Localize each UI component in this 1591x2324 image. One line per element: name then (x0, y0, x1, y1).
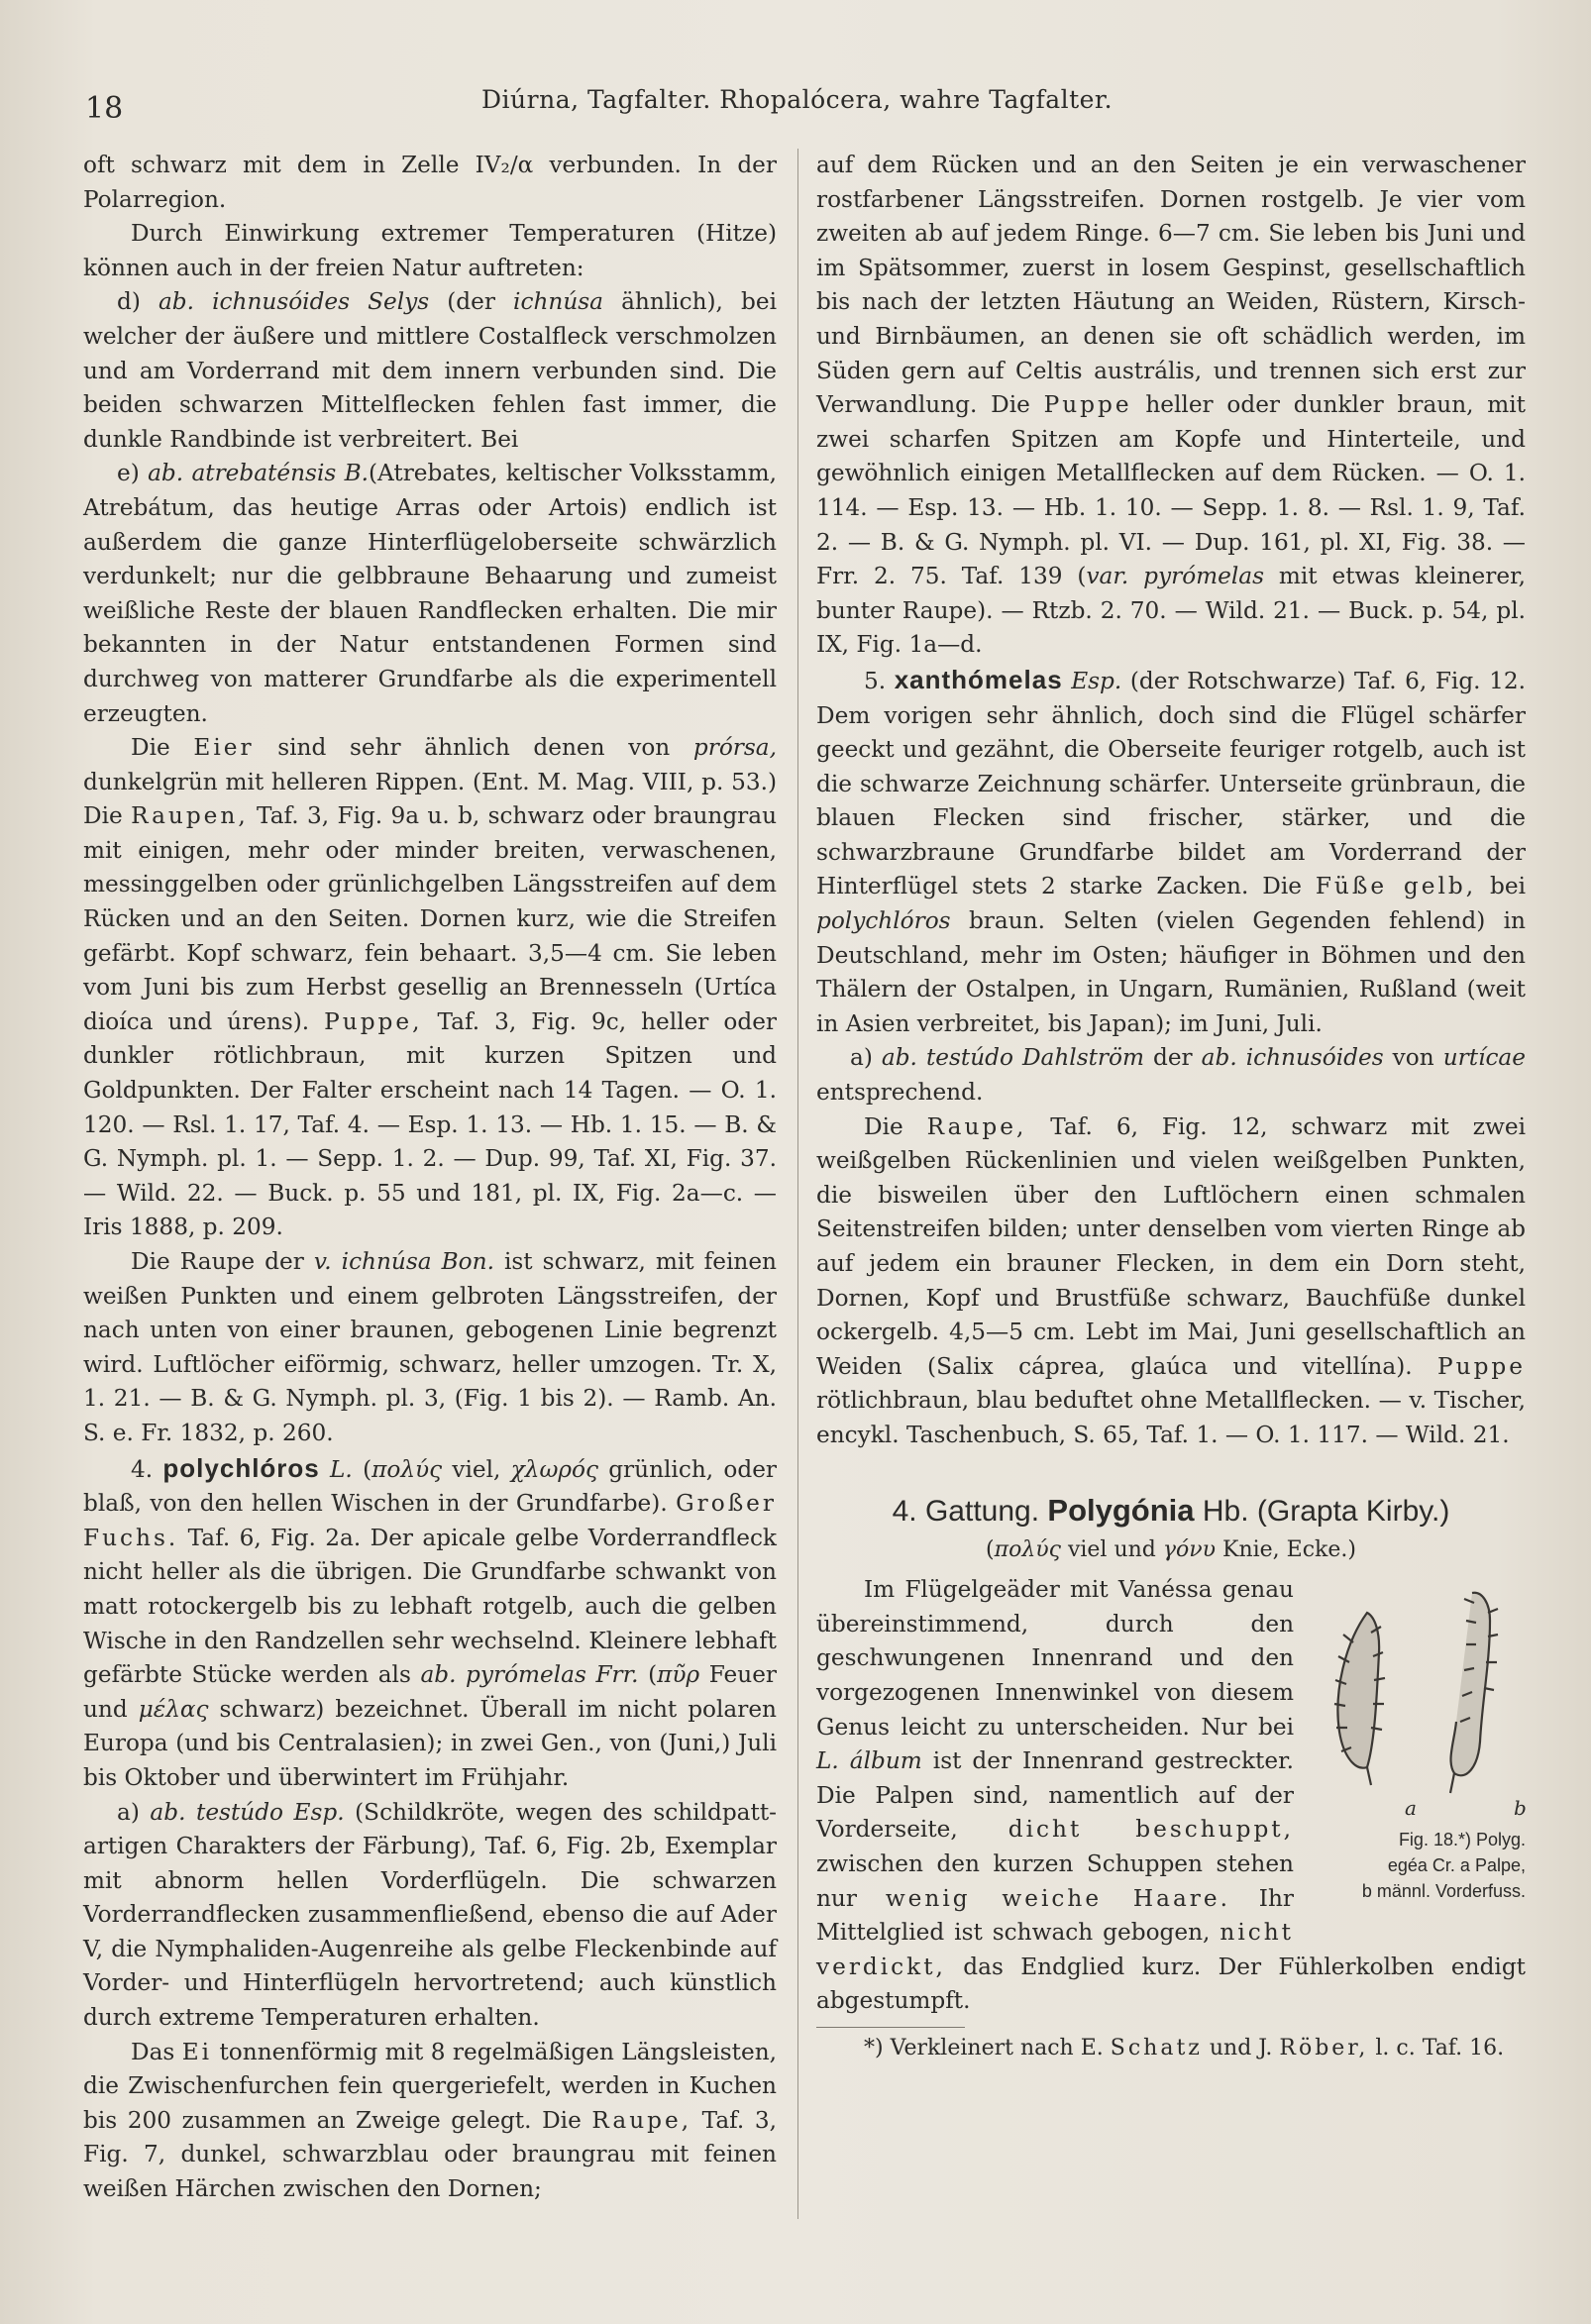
running-title: Diúrna, Tagfalter. Rhopalócera, wahre Tagfalter. (481, 85, 1114, 114)
paragraph-ab-atrebatensis: e) ab. atrebaténsis B.(Atrebates, keltischer Volksstamm, Atrebátum, das heutige Arras oder Artois) endlich ist außerdem die ganze Hinterflügeloberseite schwärzlich verdunkelt; nur die gelbbraune Behaarung und zumeist weißliche Reste der blauen Randflecken erhalten. Die mir bekannten in der Natur entstandenen Formen sind durchweg von matterer Grundfarbe als die experimentell erzeugten. (83, 460, 778, 727)
right-column (816, 149, 1526, 2063)
figure-18 (1306, 1573, 1526, 1940)
footnote-rule (816, 2027, 965, 2028)
paragraph-larva-continued: auf dem Rücken und an den Seiten je ein verwaschener rostfarbener Längsstreifen. Dornen rostgelb. Je vier vom zweiten ab auf jedem Ringe. 6—7 cm. Sie leben bis Juni und im Spätsommer, zuerst in losem Gespinst, gesellschaftlich bis nach der letzten Häutung an Weiden, Rüstern, Kirsch- und Birnbäumen, an denen sie oft schädlich werden, im Süden gern auf Celtis austrális, und trennen sich erst zur Verwandlung. Die Puppe heller oder dunkler braun, mit zwei scharfen Spitzen am Kopfe und Hinterteile, und gewöhnlich einigen Metallflecken auf dem Rücken. — O. 1. 114. — Esp. 13. — Hb. 1. 10. — Sepp. 1. 8. — Rsl. 1. 9, Taf. 2. — B. & G. Nymph. pl. VI. — Dup. 161, pl. XI, Fig. 38. — Frr. 2. 75. Taf. 139 (var. pyrómelas mit etwas kleinerer, bunter Raupe). — Rtzb. 2. 70. — Wild. 21. — Buck. p. 54, pl. IX, Fig. 1a—d. (816, 152, 1526, 659)
paragraph-v-ichnusa: Die Raupe der v. ichnúsa Bon. ist schwarz, mit feinen weißen Punkten und einem gelbroten Längsstreifen, der nach unten von einer braunen, gebogenen Linie begrenzt wird. Luftlöcher eiförmig, schwarz, heller umzogen. Tr. X, 1. 21. — B. & G. Nymph. pl. 3, (Fig. 1 bis 2). — Ramb. An. S. e. Fr. 1832, p. 260. (83, 1248, 777, 1446)
paragraph-ab-testudo-dahlstrom: a) ab. testúdo Dahlström der ab. ichnusóides von urtícae entsprechend. (816, 1044, 1526, 1107)
figure-caption: Fig. 18.*) Polyg. egéa Cr. a Palpe, b männl. Vorderfuss. (1361, 1830, 1526, 1902)
taxon-name: ab. testúdo Dahlström (881, 1044, 1144, 1072)
species-name: polychlóros (162, 1452, 320, 1483)
genus-name: Polygónia (1047, 1492, 1195, 1528)
figure-label-b: b (1514, 1796, 1527, 1821)
paragraph-genus-description: a b Fig. 18.*) Polyg. egéa Cr. a Palpe, b männl. Vorderfuss. Im Flügelgeäder mit Vanéssa genau übereinstimmend, durch den geschwungenen Innenrand und den vorgezogenen Innenwinkel von diesem Genus leicht zu unterscheiden. Nur bei L. álbum ist der Innenrand gestreckter. Die Palpen sind, namentlich auf der Vorderseite, dicht beschuppt, zwischen den kurzen Schuppen stehen nur wenig weiche Haare. Ihr Mittelglied ist schwach gebogen, nicht verdickt, das Endglied kurz. Der Fühlerkolben endigt abgestumpft. (816, 1573, 1526, 2019)
paragraph-temperature: Durch Einwirkung extremer Temperaturen (Hitze) können auch in der freien Natur auftreten: (83, 220, 777, 281)
palp-foreleg-illustration (1306, 1573, 1526, 1811)
palp-drawing (1334, 1613, 1385, 1785)
paragraph-ab-testudo: a) ab. testúdo Esp. (Schildkröte, wegen des schildpatt-artigen Charakters der Färbung), Taf. 6, Fig. 2b, Exemplar mit abnorm hellen Vorderflügeln. Die schwarzen Vorderrandflecken zusammenfließend, ebenso die auf Ader V, die Nymphaliden-Augenreihe als gelbe Fleckenbinde auf Vorder- und Hinterflügeln hervortretend; auch künstlich durch extreme Temperaturen erhalten. (83, 1798, 777, 2032)
paragraph-polar: oft schwarz mit dem in Zelle IV₂/α verbunden. In der Polarregion. (83, 152, 777, 213)
taxon-name: v. ichnúsa Bon. (313, 1248, 494, 1275)
paragraph-larva-xanthomelas: Die Raupe, Taf. 6, Fig. 12, schwarz mit zwei weißgelben Rückenlinien und vielen weißgelben Punkten, die bisweilen über den Luftlöchern einen schmalen Seitenstreifen bilden; unter denselben vom vierten Ringe ab auf jedem ein brauner Flecken, in dem ein Dorn steht, Dornen, Kopf und Brustfüße schwarz, Bauchfüße dunkel ockergelb. 4,5—5 cm. Lebt im Mai, Juni gesellschaftlich an Weiden (Salix cáprea, glaúca und vitellína). Puppe rötlichbraun, blau beduftet ohne Metallflecken. — v. Tischer, encykl. Taschenbuch, S. 65, Taf. 1. — O. 1. 117. — Wild. 21. (816, 1112, 1526, 1448)
paragraph-egg-larva-polychloros: Das Ei tonnenförmig mit 8 regelmäßigen Längsleisten, die Zwischenfurchen fein quergeriefelt, werden in Kuchen bis 200 zusammen an Zweige gelegt. Die Raupe, Taf. 3, Fig. 7, dunkel, schwarzblau oder braungrau mit feinen weißen Härchen zwischen den Dornen; (83, 2038, 778, 2203)
page-header (85, 77, 1527, 127)
species-entry-xanthomelas: 5. xanthómelas Esp. (der Rotschwarze) Taf. 6, Fig. 12. Dem vorigen sehr ähnlich, doch sind die Flügel schärfer geeckt und gezähnt, die Oberseite feuriger rotgelb, auch ist die schwarze Zeichnung schärfer. Unterseite grünbraun, die blauen Flecken sind frischer, stärker, und die schwarzbraune Grundfarbe bildet am Vorderrand der Hinterflügel stets 2 starke Zacken. Die Füße gelb, bei polychlóros braun. Selten (vielen Gegenden fehlend) in Deutschland, mehr im Osten; häufiger in Böhmen und den Thälern der Ostalpen, in Ungarn, Rumänien, Rußland (weit in Asien verbreitet, bis Japan); im Juni, Juli. (816, 664, 1526, 1037)
taxon-name: ab. atrebaténsis B. (148, 460, 369, 487)
genus-etymology: (πολύς viel und γόνυ Knie, Ecke.) (986, 1536, 1356, 1562)
footnote: *) Verkleinert nach E. Schatz und J. Röber, l. c. Taf. 16. (864, 2035, 1505, 2060)
species-name: xanthómelas (894, 664, 1063, 694)
foreleg-drawing (1450, 1593, 1498, 1793)
left-column (83, 149, 777, 2207)
taxon-name: ab. ichnusóides Selys (158, 288, 430, 316)
taxon-name: ab. testúdo Esp. (150, 1798, 345, 1826)
figure-label-a: a (1405, 1796, 1417, 1821)
paragraph-ab-ichnusoides: d) ab. ichnusóides Selys (der ichnúsa ähnlich), bei welcher der äußere und mittlere Costalfleck verschmolzen und am Vorderrand mit dem innern verbunden sind. Die beiden schwarzen Mittelflecken fehlen fast immer, die dunkle Randbinde ist verbreitert. Bei (83, 288, 778, 453)
page-number: 18 (85, 91, 124, 126)
column-divider (797, 149, 798, 2219)
paragraph-eggs-larvae: Die Eier sind sehr ähnlich denen von prórsa, dunkelgrün mit helleren Rippen. (Ent. M. Mag. VIII, p. 53.) Die Raupen, Taf. 3, Fig. 9a u. b, schwarz oder braungrau mit einigen, mehr oder minder breiten, verwaschenen, messinggelben oder grünlichgelben Längsstreifen auf dem Rücken und an den Seiten. Dornen kurz, wie die Streifen gefärbt. Kopf schwarz, fein behaart. 3,5—4 cm. Sie leben vom Juni bis zum Herbst gesellig an Brennesseln (Urtíca dioíca und úrens). Puppe, Taf. 3, Fig. 9c, heller oder dunkler rötlichbraun, mit kurzen Spitzen und Goldpunkten. Der Falter erscheint nach 14 Tagen. — O. 1. 120. — Rsl. 1. 17, Taf. 4. — Esp. 1. 13. — Hb. 1. 15. — B. & G. Nymph. pl. 1. — Sepp. 1. 2. — Dup. 99, Taf. XI, Fig. 37. — Wild. 22. — Buck. p. 55 und 181, pl. IX, Fig. 2a—c. — Iris 1888, p. 209. (83, 734, 778, 1241)
genus-heading: 4. Gattung. Polygónia Hb. (Grapta Kirby.) (892, 1492, 1450, 1528)
species-entry-polychloros: 4. polychlóros L. (πολύς viel, χλωρός grünlich, oder blaß, von den hellen Wischen in der Grundfarbe). Großer Fuchs. Taf. 6, Fig. 2a. Der apicale gelbe Vorderrandfleck nicht heller als die übrigen. Die Grundfarbe schwankt von matt rotockergelb bis zu lebhaft rotgelb, auch die gelben Wische in den Randzellen sehr wechselnd. Kleinere lebhaft gefärbte Stücke werden als ab. pyrómelas Frr. (πῦρ Feuer und μέλας schwarz) bezeichnet. Überall im nicht polaren Europa (und bis Centralasien); in zwei Gen., von (Juni,) Juli bis Oktober und überwintert im Frühjahr. (83, 1452, 778, 1791)
